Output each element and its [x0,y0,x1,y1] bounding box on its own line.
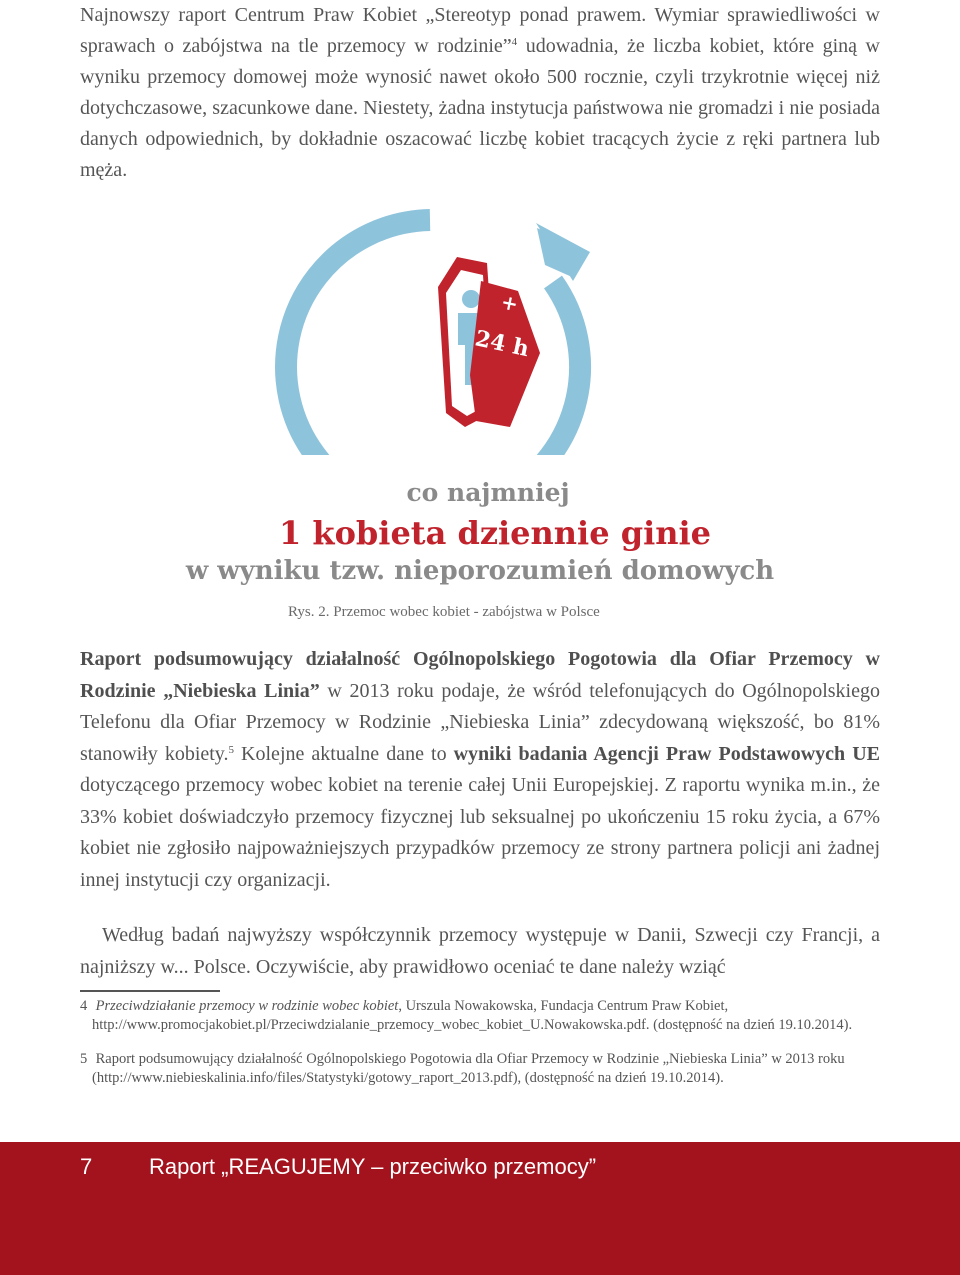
caption-line-headline: 1 kobieta dziennie ginie [278,514,712,552]
caption-line-domestic: w wyniku tzw. nieporozumień domowych [185,556,775,586]
countries-paragraph: Według badań najwyższy współczynnik przemocy występuje w Danii, Szwecji czy Francji, a najniższy w... Polsce. Oczywiście, aby prawidłowo oceniać te dane należy wziąć [80,924,880,978]
page-number: 7 [80,1154,93,1179]
footer-title: Raport „REAGUJEMY – przeciwko przemocy” [149,1154,597,1179]
plus-sign: + [498,289,521,317]
cycle-arrow-icon [286,220,580,455]
page-footer [0,1142,960,1275]
report-title: Raport podsumowujący działalność Ogólnopolskiego Pogotowia dla Ofiar Przemocy w Rodzinie „Niebieska Linia” [80,648,880,702]
report-paragraph: Raport podsumowujący działalność Ogólnopolskiego Pogotowia dla Ofiar Przemocy w Rodzinie „Niebieska Linia” w 2013 roku podaje, że wśród telefonujących do Ogólnopolskiego Telefonu dla Ofiar Przemocy w Rodzinie „Niebieska Linia” zdecydowaną większość, bo 81% stanowiły kobiety.$^5$ Kolejne aktualne dane to wyniki badania Agencji Praw Podstawowych UE dotyczącego przemocy wobec kobiet na terenie całej Unii Europejskiej. Z raportu wynika m.in., że 33% kobiet doświadczyło przemocy fizycznej lub seksualnej po ukończeniu 15 roku życia, a 67% kobiet nie zgłosiło najpoważniejszych przypadków przemocy ze strony partnera policji ani żadnej innej instytucji czy organizacji. [80,648,880,891]
footnote-ref-5[interactable]: 5 [228,743,235,756]
footnote-divider [80,990,220,992]
caption-line-at-least: co najmniej [406,478,570,507]
figure-caption: Rys. 2. Przemoc wobec kobiet - zabójstwa w Polsce [288,604,600,620]
footnote-ref-4[interactable]: 4 [511,36,518,48]
infographic-coffin-cycle [0,195,960,455]
fra-study-title: wyniki badania Agencji Praw Podstawowych UE [453,742,880,765]
intro-paragraph [80,0,880,186]
hours-label: 24 h [472,325,532,363]
intro-text: Najnowszy raport Centrum Praw Kobiet „Stereotyp ponad prawem. Wymiar sprawiedliwości w sprawach o zabójstwa na tle przemocy w rodzinie” [80,4,880,57]
intro-text-after: udowadnia, że liczba kobiet, które giną w wyniku przemocy domowej może wynosić nawet około 500 rocznie, czyli trzykrotnie więcej niż dotychczasowe, szacunkowe dane. Niestety, żadna instytucja państwowa nie gromadzi i nie posiada danych odpowiednich, by dokładnie oszacować liczbę kobiet tracących życie z ręki partnera lub męża. [80,35,880,181]
footnote-5: 5 Raport podsumowujący działalność Ogólnopolskiego Pogotowia dla Ofiar Przemocy w Rodzinie „Niebieska Linia” w 2013 roku (http://www.niebieskalinia.info/files/Statystyki/gotowy_raport_2013.pdf), (dostępność na dzień 19.10.2014). [80,1051,845,1086]
footnote-4: 4 Przeciwdziałanie przemocy w rodzinie wobec kobiet, Urszula Nowakowska, Fundacja Centrum Praw Kobiet, http://www.promocjakobiet.pl/Przeciwdzialanie_przemocy_wobec_kobiet_U.Nowakowska.pdf. (dostępność na dzień 19.10.2014). [80,998,853,1033]
